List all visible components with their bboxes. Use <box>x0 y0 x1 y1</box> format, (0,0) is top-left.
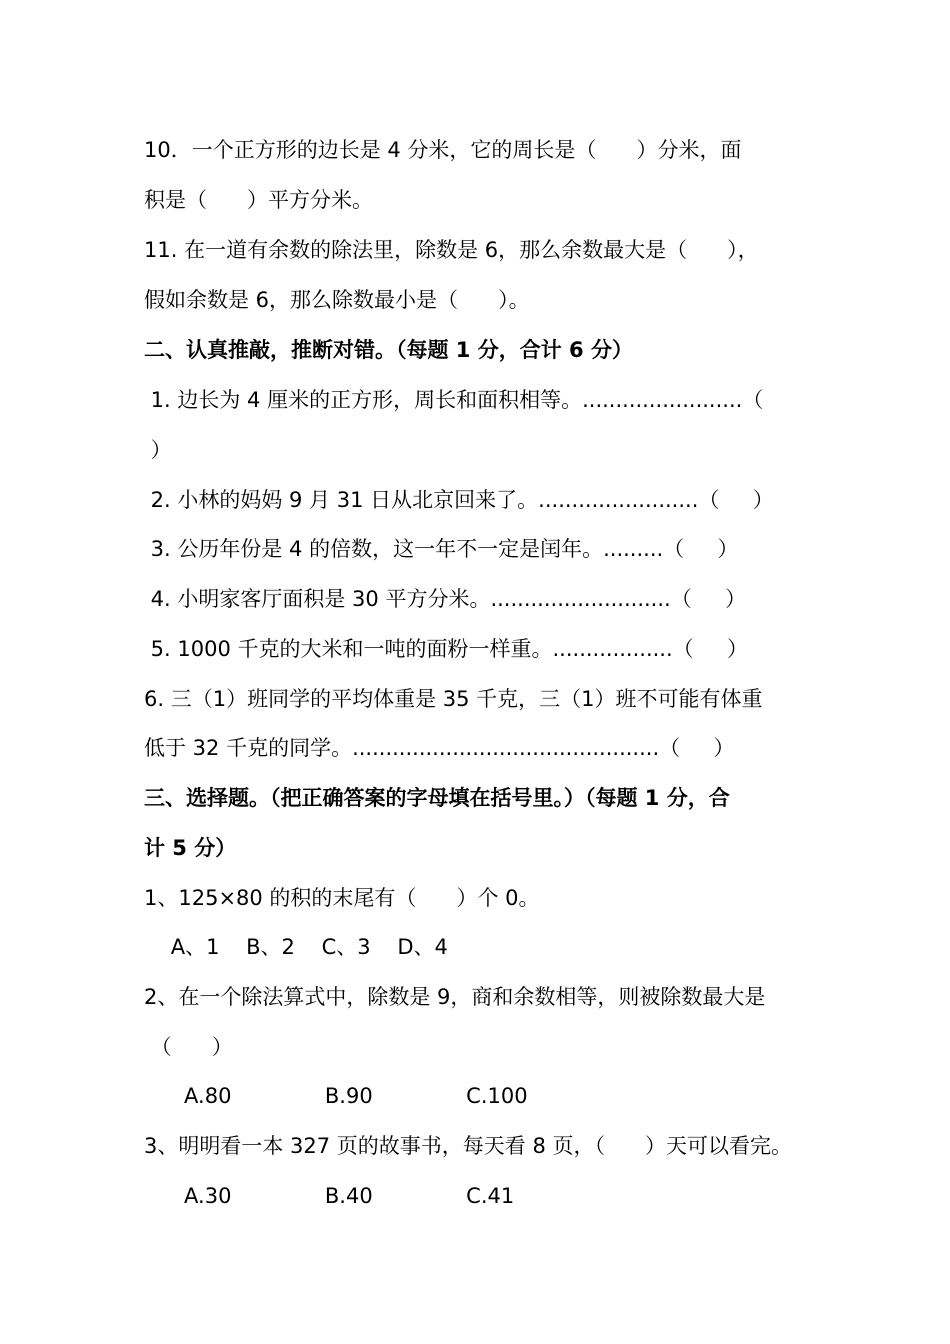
section-2-heading: 二、认真推敲，推断对错。（每题 1 分，合计 6 分） <box>144 338 633 362</box>
tf-item-1-cont: ） <box>144 438 172 462</box>
q10-line-2: 积是（ ）平方分米。 <box>144 188 374 212</box>
tf-item-2: 2. 小林的妈妈 9 月 31 日从北京回来了。........................（ ） <box>144 488 774 512</box>
q10-line-1: 10．一个正方形的边长是 4 分米，它的周长是（ ）分米，面 <box>144 138 742 162</box>
q11-line-2: 假如余数是 6，那么除数最小是（ ）。 <box>144 288 530 312</box>
tf-item-6: 6. 三（1）班同学的平均体重是 35 千克，三（1）班不可能有体重 <box>144 687 763 711</box>
section-3-heading: 三、选择题。（把正确答案的字母填在括号里。）（每题 1 分，合 <box>144 786 730 810</box>
mc-question-2: 2、在一个除法算式中，除数是 9，商和余数相等，则被除数最大是 <box>144 985 766 1009</box>
tf-item-3: 3. 公历年份是 4 的倍数，这一年不一定是闰年。.........（ ） <box>144 537 739 561</box>
tf-item-4: 4. 小明家客厅面积是 30 平方分米。...........................（ ） <box>144 587 747 611</box>
section-3-heading-cont: 计 5 分） <box>144 836 237 860</box>
mc-question-1: 1、125×80 的积的末尾有（ ）个 0。 <box>144 886 540 910</box>
mc-question-2-options: A.80 B.90 C.100 <box>144 1084 528 1108</box>
mc-question-3-options: A.30 B.40 C.41 <box>144 1184 515 1208</box>
tf-item-6-cont: 低于 32 千克的同学。..............................................（ ） <box>144 736 735 760</box>
tf-item-1: 1. 边长为 4 厘米的正方形，周长和面积相等。........................（ <box>144 388 764 412</box>
mc-question-3: 3、明明看一本 327 页的故事书，每天看 8 页，（ ）天可以看完。 <box>144 1134 793 1158</box>
mc-question-1-options: A、1 B、2 C、3 D、4 <box>144 935 448 959</box>
q11-line-1: 11. 在一道有余数的除法里，除数是 6，那么余数最大是（ ）， <box>144 238 759 262</box>
mc-question-2-cont: （ ） <box>144 1035 233 1059</box>
tf-item-5: 5. 1000 千克的大米和一吨的面粉一样重。..................（ ） <box>144 637 749 661</box>
